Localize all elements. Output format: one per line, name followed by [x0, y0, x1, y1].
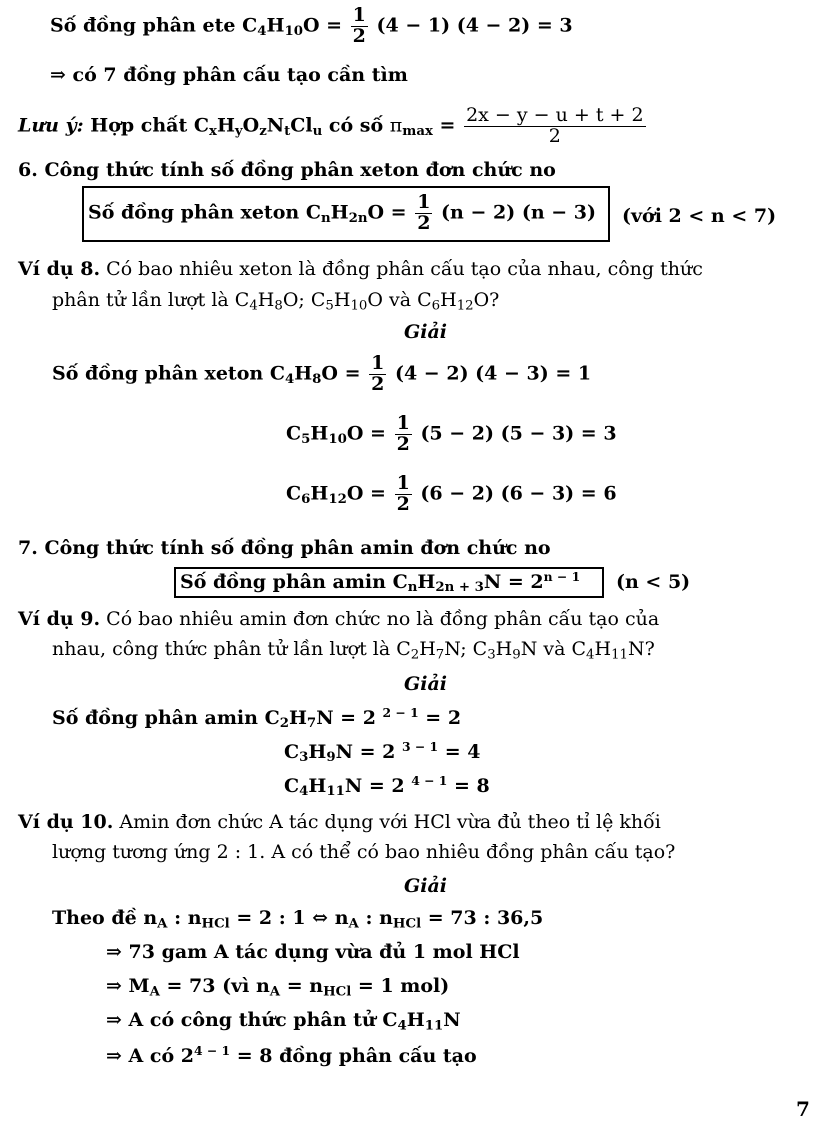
- solution-heading-8: Giải: [404, 321, 447, 343]
- solution-heading-10: Giải: [404, 875, 447, 897]
- isomer-count-line: ⇒ A có $2^{4 - 1} = 8$ đồng phân cấu tạo: [106, 1043, 477, 1067]
- section-7-heading: 7. Công thức tính số đồng phân amin đơn chức no: [18, 537, 551, 559]
- example-8-line-2: phân tử lần lượt là $C_4H_8O$; $C_5H_{10}O$ và $C_6H_{12}O$?: [52, 289, 500, 314]
- note-pi-formula: Lưu ý: Hợp chất $C_xH_yO_zN_tCl_u$ có số $\pi_{max}$ = $\frac{2x - y - u + t + 2}{2}$: [18, 104, 644, 147]
- amine-condition: (n < 5): [616, 571, 691, 593]
- solution-heading-9: Giải: [404, 673, 447, 695]
- ketone-c4-result: Số đồng phân xeton $C_4H_8O$ = $\frac{1}{2}$ (4 − 2) (4 − 3) = 1: [52, 352, 592, 395]
- amine-c4-result: $C_4H_{11}N = 2$ $^{4 - 1}$ = 8: [284, 773, 490, 800]
- ketone-formula: Số đồng phân xeton $C_nH_{2n}O$ = $\frac{1}{2}$ (n − 2) (n − 3): [88, 191, 596, 234]
- molecular-formula-line: ⇒ A có công thức phân tử $C_4H_{11}N$: [106, 1009, 461, 1034]
- ketone-condition: (với 2 < n < 7): [622, 205, 777, 227]
- ketone-c5-result: $C_5H_{10}O$ = $\frac{1}{2}$ (5 − 2) (5 − 3) = 3: [286, 412, 617, 455]
- molar-mass-line: ⇒ $M_A = 73$ (vì $n_A = n_{HCl} = 1$ mol): [106, 975, 450, 1000]
- amine-c2-result: Số đồng phân amin $C_2H_7N = 2$ $^{2 - 1}$ = 2: [52, 705, 462, 732]
- mass-ratio-line: Theo đề $n_A$ : $n_{HCl} = 2$ : 1 ⇔ $n_A$ : $n_{HCl} = 73$ : 36,5: [52, 907, 544, 932]
- amine-formula: Số đồng phân amin $C_nH_{2n + 3}N = 2^{n - 1}$: [180, 569, 581, 596]
- example-8-line-1: Ví dụ 8. Có bao nhiêu xeton là đồng phân cấu tạo của nhau, công thức: [18, 258, 703, 280]
- ete-isomer-count: Số đồng phân ete $C_4H_{10}O$ = $\frac{1}{2}$ (4 − 1) (4 − 2) = 3: [50, 4, 573, 47]
- section-6-heading: 6. Công thức tính số đồng phân xeton đơn chức no: [18, 159, 556, 181]
- example-10-line-1: Ví dụ 10. Amin đơn chức A tác dụng với HCl vừa đủ theo tỉ lệ khối: [18, 811, 661, 833]
- example-9-line-2: nhau, công thức phân tử lần lượt là $C_2H_7N$; $C_3H_9N$ và $C_4H_{11}N$?: [52, 638, 655, 663]
- example-9-line-1: Ví dụ 9. Có bao nhiêu amin đơn chức no là đồng phân cấu tạo của: [18, 608, 660, 630]
- ete-conclusion: ⇒ có 7 đồng phân cấu tạo cần tìm: [50, 64, 408, 86]
- amine-c3-result: $C_3H_9N = 2$ $^{3 - 1}$ = 4: [284, 739, 481, 766]
- hcl-reaction-line: ⇒ 73 gam A tác dụng vừa đủ 1 mol HCl: [106, 941, 520, 963]
- ketone-c6-result: $C_6H_{12}O$ = $\frac{1}{2}$ (6 − 2) (6 − 3) = 6: [286, 472, 617, 515]
- page-number: 7: [796, 1097, 810, 1121]
- example-10-line-2: lượng tương ứng 2 : 1. A có thể có bao nhiêu đồng phân cấu tạo?: [52, 841, 676, 863]
